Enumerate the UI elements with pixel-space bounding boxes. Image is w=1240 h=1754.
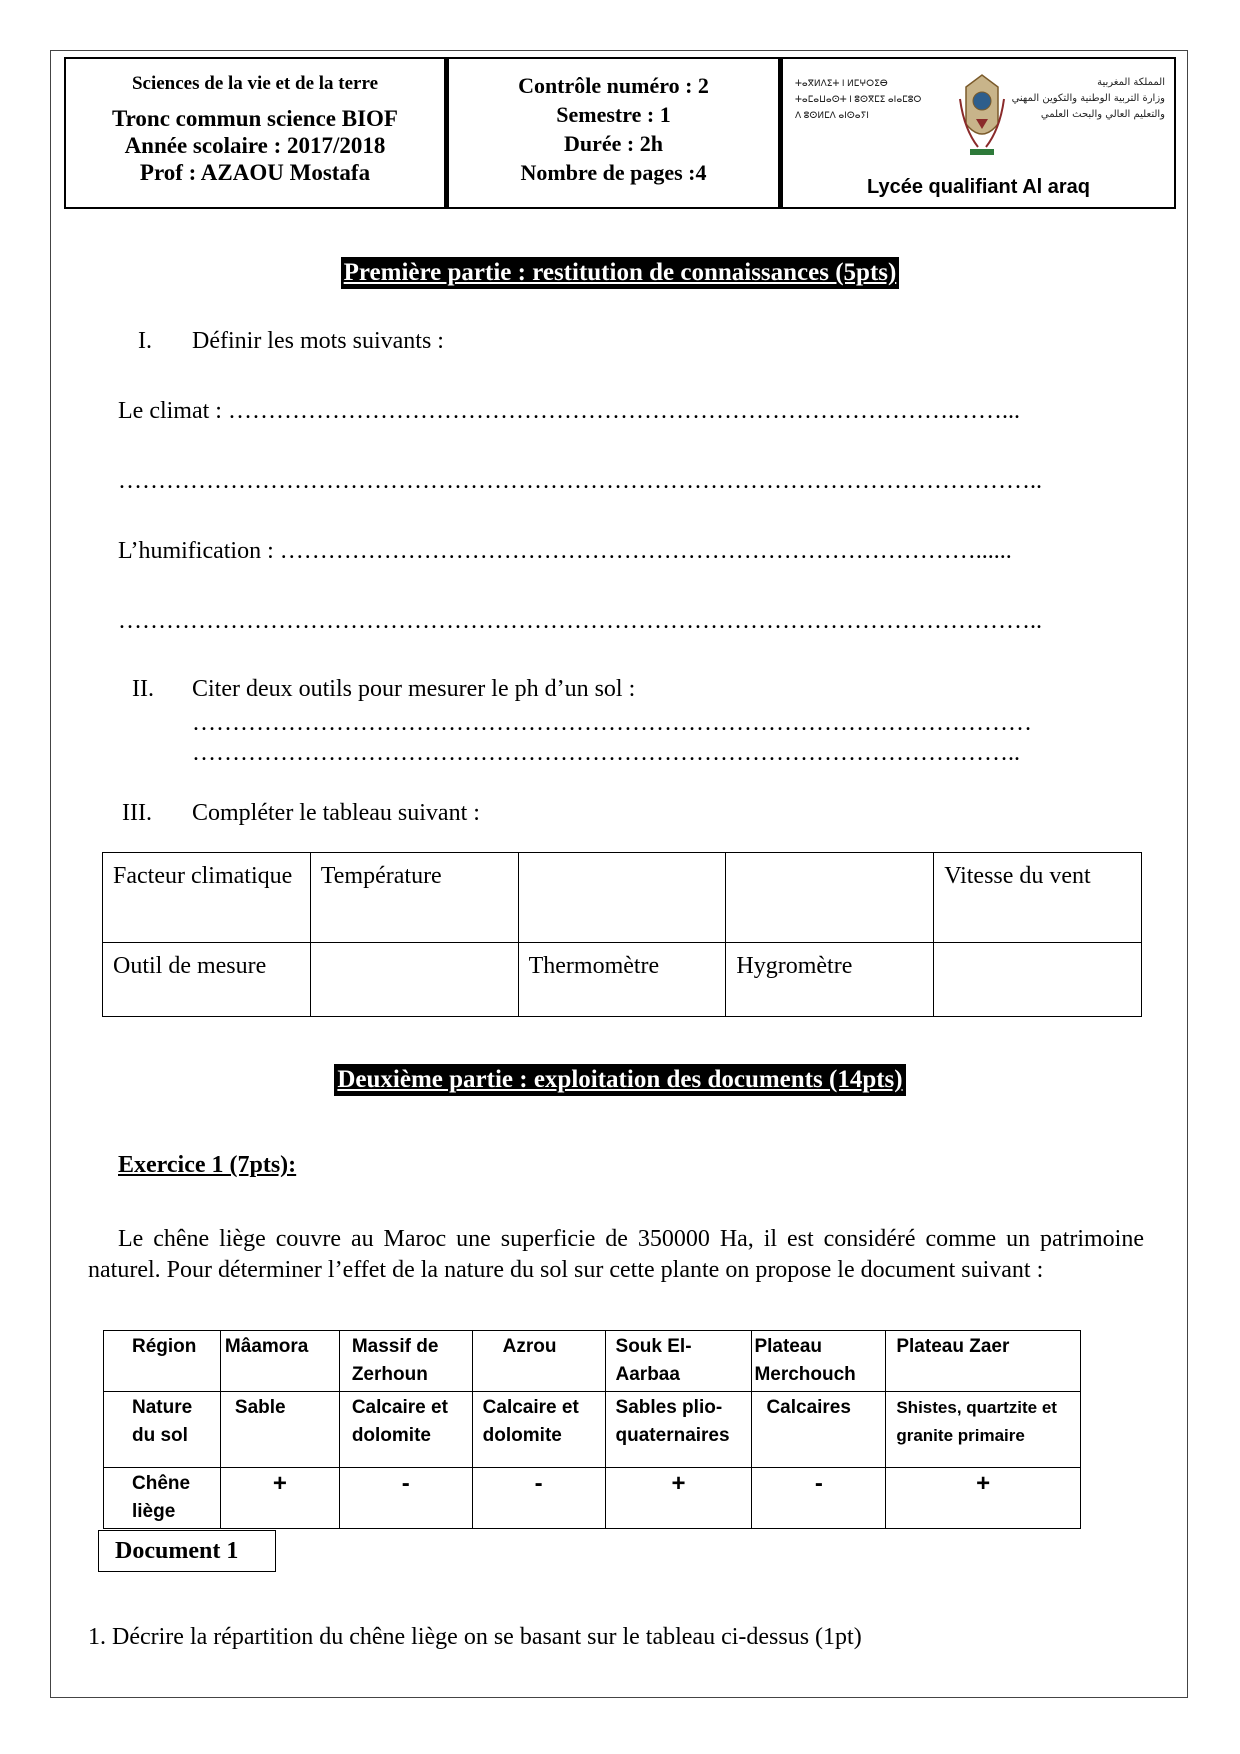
table-cell: Thermomètre bbox=[518, 943, 726, 1017]
part2-title: Deuxième partie : exploitation des documents (14pts) bbox=[0, 1064, 1240, 1096]
table-cell-blank[interactable] bbox=[726, 853, 934, 943]
subject: Sciences de la vie et de la terre bbox=[131, 73, 379, 94]
q2-number: II. bbox=[132, 676, 154, 702]
table-row bbox=[104, 1468, 1081, 1529]
q2-answer-line-2: ………………………………………………………………………………………….. bbox=[192, 740, 1020, 766]
header-left-box bbox=[64, 57, 446, 209]
table-cell: Mâamora bbox=[220, 1331, 339, 1392]
semester: Semestre : 1 bbox=[556, 102, 671, 127]
table-cell: Température bbox=[310, 853, 518, 943]
tifinagh-text: ⵜⴰⴳⵍⴷⵉⵜ ⵏ ⵍⵎⵖⵔⵉⴱ ⵜⴰⵎⴰⵡⴰⵙⵜ ⵏ ⵓⵙⴳⵎⵉ ⴰⵏⴰⵎⵓⵔ ⴷ ⵓⵙⵍⵎⴷ ⴰⵏⵙⴰⵢⵏ bbox=[795, 78, 922, 120]
table-cell: Plateau Zaer bbox=[886, 1331, 1081, 1392]
page-count: Nombre de pages :4 bbox=[520, 160, 707, 185]
table-cell: Hygromètre bbox=[726, 943, 934, 1017]
presence-mark: + bbox=[886, 1468, 1081, 1529]
table-cell: Outil de mesure bbox=[103, 943, 311, 1017]
table-cell: Sables plio-quaternaires bbox=[605, 1392, 752, 1468]
humification-line-2: …………………………………………………………………………………………………….. bbox=[118, 608, 1042, 634]
table-row bbox=[103, 853, 1142, 943]
class-name: Tronc commun science BIOF bbox=[112, 106, 398, 131]
table-cell-blank[interactable] bbox=[934, 943, 1142, 1017]
teacher: Prof : AZAOU Mostafa bbox=[139, 160, 371, 185]
presence-mark: + bbox=[220, 1468, 339, 1529]
table-row bbox=[103, 943, 1142, 1017]
part1-title: Première partie : restitution de connaissances (5pts) bbox=[0, 257, 1240, 289]
table-cell-blank[interactable] bbox=[310, 943, 518, 1017]
school-year: Année scolaire : 2017/2018 bbox=[124, 133, 386, 158]
table-cell: Vitesse du vent bbox=[934, 853, 1142, 943]
table-cell: Calcaire et dolomite bbox=[472, 1392, 605, 1468]
arabic-text: المملكة المغربية وزارة التربية الوطنية والتكوين المهني والتعليم العالي والبحث العلمي bbox=[1011, 77, 1165, 120]
table-cell: Région bbox=[104, 1331, 221, 1392]
climat-line: Le climat : ……………………………………………………………………………….……... bbox=[118, 398, 1020, 424]
header-right-box bbox=[780, 57, 1176, 209]
table-row bbox=[104, 1392, 1081, 1468]
q1-number: I. bbox=[138, 328, 152, 354]
exercise-1-title: Exercice 1 (7pts): bbox=[118, 1152, 297, 1178]
presence-mark: - bbox=[472, 1468, 605, 1529]
q2-answer-line-1: …………………………………………………………………………………………… bbox=[192, 710, 1032, 736]
q3-number: III. bbox=[122, 800, 152, 826]
table-cell: Shistes, quartzite et granite primaire bbox=[886, 1392, 1081, 1468]
exercise-paragraph: Le chêne liège couvre au Maroc une superficie de 350000 Ha, il est considéré comme un patrimoine naturel. Pour déterminer l’effet de la nature du sol sur cette plante on propose le document suivant : bbox=[88, 1226, 1144, 1283]
control-number: Contrôle numéro : 2 bbox=[518, 73, 709, 98]
header-middle-box bbox=[446, 57, 780, 209]
table-cell: Chêne liège bbox=[104, 1468, 221, 1529]
table-cell: Calcaires bbox=[752, 1392, 886, 1468]
coat-of-arms-icon bbox=[958, 69, 1006, 159]
table-cell: Massif de Zerhoun bbox=[339, 1331, 472, 1392]
q2-text: Citer deux outils pour mesurer le ph d’un sol : bbox=[192, 676, 636, 702]
question-1: 1. Décrire la répartition du chêne liège on se basant sur le tableau ci-dessus (1pt) bbox=[88, 1624, 862, 1650]
table-cell: Nature du sol bbox=[104, 1392, 221, 1468]
school-name: Lycée qualifiant Al araq bbox=[866, 176, 1091, 198]
document-1-table bbox=[103, 1330, 1081, 1529]
table-cell: Souk El-Aarbaa bbox=[605, 1331, 752, 1392]
table-cell: Calcaire et dolomite bbox=[339, 1392, 472, 1468]
climat-line-2: …………………………………………………………………………………………………….. bbox=[118, 468, 1042, 494]
table-cell: Azrou bbox=[472, 1331, 605, 1392]
table-cell: Sable bbox=[220, 1392, 339, 1468]
q1-text: Définir les mots suivants : bbox=[192, 328, 444, 354]
ministry-logo bbox=[783, 59, 1175, 169]
table-cell: Plateau Merchouch bbox=[752, 1331, 886, 1392]
duration: Durée : 2h bbox=[564, 131, 663, 156]
table-cell-blank[interactable] bbox=[518, 853, 726, 943]
presence-mark: - bbox=[339, 1468, 472, 1529]
table-cell: Facteur climatique bbox=[103, 853, 311, 943]
presence-mark: - bbox=[752, 1468, 886, 1529]
table-row bbox=[104, 1331, 1081, 1392]
presence-mark: + bbox=[605, 1468, 752, 1529]
document-label: Document 1 bbox=[98, 1530, 276, 1572]
humification-line: L’humification : ……………………………………………………………………………...... bbox=[118, 538, 1012, 564]
q3-text: Compléter le tableau suivant : bbox=[192, 800, 480, 826]
climate-tools-table bbox=[102, 852, 1142, 1017]
